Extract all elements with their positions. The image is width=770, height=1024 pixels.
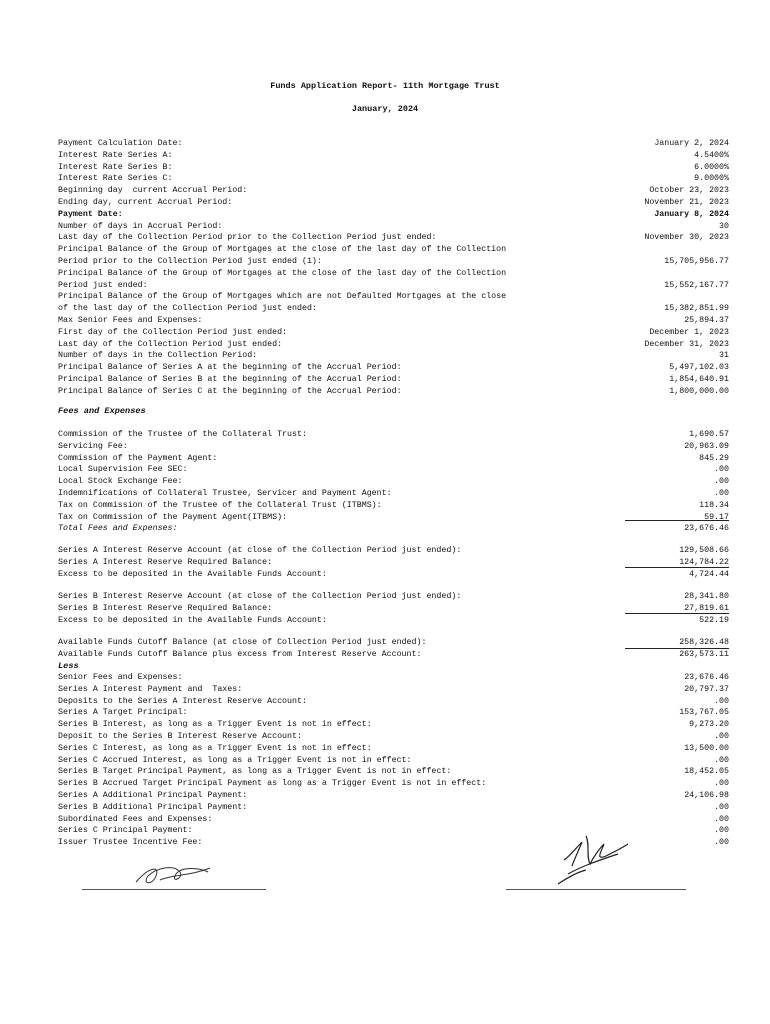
fee-row-label: Total Fees and Expenses:: [58, 524, 178, 534]
summary-section: [0, 138, 770, 398]
fee-row-label: Local Stock Exchange Fee:: [58, 477, 183, 487]
reserve-b-row: [0, 591, 770, 603]
summary-row: [0, 339, 770, 351]
fee-row-value: 23,676.46: [684, 524, 729, 534]
less-row-value: 23,676.46: [684, 673, 729, 682]
summary-row: [0, 315, 770, 327]
fee-row-label: Tax on Commission of the Trustee of the Collateral Trust (ITBMS):: [58, 500, 382, 510]
summary-row: [0, 138, 770, 150]
less-row-label: Issuer Trustee Incentive Fee:: [58, 838, 203, 848]
left-signature: [130, 862, 220, 890]
summary-row: [0, 185, 770, 197]
summary-row-label: Last day of the Collection Period just ended:: [58, 339, 283, 349]
fee-row: [0, 429, 770, 441]
less-row-label: Deposits to the Series A Interest Reserve Account:: [58, 696, 307, 706]
reserve-a-row: [0, 545, 770, 557]
less-row: [0, 707, 770, 719]
summary-row-label: Payment Date:: [58, 209, 123, 219]
fee-row-value: .00: [714, 477, 729, 487]
less-row: [0, 778, 770, 790]
summary-row: [0, 232, 770, 244]
less-row: [0, 731, 770, 743]
summary-row-label: Number of days in the Collection Period:: [58, 351, 258, 361]
summary-row-value: 15,382,851.99: [664, 304, 729, 314]
reserve-b-row-value: 522.19: [699, 615, 729, 625]
summary-row-value: 25,894.37: [684, 315, 729, 325]
fee-row-value: 845.29: [699, 453, 729, 463]
less-row-value: .00: [714, 826, 729, 836]
summary-row: [0, 256, 770, 268]
less-row-label: Series C Accrued Interest, as long as a Trigger Event is not in effect:: [58, 755, 412, 765]
reserve-b-row: [0, 615, 770, 627]
summary-row-value: 1,800,000.00: [669, 386, 729, 396]
summary-row: [0, 221, 770, 233]
summary-row-label: Ending day, current Accrual Period:: [58, 197, 233, 207]
reserve-b-row-label: Series B Interest Reserve Required Balance:: [58, 603, 273, 613]
less-row: [0, 802, 770, 814]
fees-total-underline: [625, 520, 729, 521]
fee-row-label: Servicing Fee:: [58, 441, 128, 451]
fee-row-label: Local Supervision Fee SEC:: [58, 465, 188, 475]
summary-row: [0, 386, 770, 398]
available-row-label: Available Funds Cutoff Balance (at close of Collection Period just ended):: [58, 638, 427, 647]
summary-row: [0, 374, 770, 386]
summary-row-label: Max Senior Fees and Expenses:: [58, 315, 203, 325]
less-row-label: Subordinated Fees and Expenses:: [58, 814, 213, 824]
fee-row-value: 59.17: [704, 512, 729, 522]
summary-row: [0, 291, 770, 303]
fee-row: [0, 476, 770, 488]
fee-row-value: .00: [714, 488, 729, 498]
summary-row-label: Principal Balance of Series B at the beginning of the Accrual Period:: [58, 374, 402, 384]
summary-row: [0, 162, 770, 174]
less-row-value: .00: [714, 696, 729, 706]
reserve-a-row-value: 129,508.66: [679, 546, 729, 555]
less-section: [0, 672, 770, 849]
report-period: January, 2024: [351, 104, 419, 114]
right-signature: [556, 826, 632, 886]
summary-row-value: January 8, 2024: [654, 209, 729, 219]
less-row-label: Series B Accrued Target Principal Payment as long as a Trigger Event is not in effect:: [58, 779, 487, 789]
summary-row: [0, 350, 770, 362]
summary-row-value: January 2, 2024: [654, 139, 729, 148]
report-title: Funds Application Report- 11th Mortgage Trust: [270, 81, 500, 91]
less-row-label: Senior Fees and Expenses:: [58, 673, 183, 682]
reserve-b-row-value: 28,341.80: [684, 592, 729, 601]
summary-row-label: Beginning day current Accrual Period:: [58, 186, 248, 196]
less-row: [0, 814, 770, 826]
summary-row: [0, 173, 770, 185]
fee-row: [0, 464, 770, 476]
less-row: [0, 790, 770, 802]
summary-row-label: Principal Balance of Series C at the beginning of the Accrual Period:: [58, 386, 402, 396]
fee-row-value: 20,963.09: [684, 441, 729, 451]
summary-row: [0, 197, 770, 209]
summary-row-label: Payment Calculation Date:: [58, 139, 183, 148]
summary-row-value: October 23, 2023: [649, 186, 729, 196]
summary-row-label: Period prior to the Collection Period just ended (1):: [58, 256, 322, 266]
summary-row-label: First day of the Collection Period just ended:: [58, 327, 288, 337]
reserve-b-row-label: Series B Interest Reserve Account (at close of the Collection Period just ended):: [58, 592, 462, 601]
summary-row-label: Number of days in Accrual Period:: [58, 221, 223, 231]
summary-row-value: December 1, 2023: [649, 327, 729, 337]
summary-row: [0, 150, 770, 162]
fee-row: [0, 488, 770, 500]
summary-row-value: 31: [719, 351, 729, 361]
fee-row-label: Indemnifications of Collateral Trustee, Servicer and Payment Agent:: [58, 488, 392, 498]
summary-row-label: Interest Rate Series B:: [58, 162, 173, 172]
summary-row-value: 15,705,956.77: [664, 256, 729, 266]
less-row: [0, 719, 770, 731]
summary-row-value: December 31, 2023: [644, 339, 729, 349]
less-row-value: .00: [714, 802, 729, 812]
less-row-value: 153,767.05: [679, 708, 729, 718]
summary-row: [0, 268, 770, 280]
series-b-reserve-section: [0, 591, 770, 626]
available-row-value: 258,326.48: [679, 638, 729, 647]
summary-row-label: Interest Rate Series A:: [58, 150, 173, 160]
summary-row-label: Period just ended:: [58, 280, 148, 290]
summary-row-value: 1,854,640.91: [669, 374, 729, 384]
fee-row-value: 118.34: [699, 500, 729, 510]
summary-row-label: Interest Rate Series C:: [58, 174, 173, 184]
available-row-value: 263,573.11: [679, 649, 729, 659]
less-row-value: 24,106.98: [684, 790, 729, 800]
reserve-b-row-value: 27,819.61: [684, 603, 729, 613]
less-row-value: .00: [714, 755, 729, 765]
less-row-value: 20,797.37: [684, 684, 729, 694]
summary-row-label: Principal Balance of the Group of Mortgages at the close of the last day of the Collection: [58, 245, 507, 255]
less-row-label: Deposit to the Series B Interest Reserve Account:: [58, 731, 302, 741]
summary-row: [0, 303, 770, 315]
less-row-label: Series B Additional Principal Payment:: [58, 802, 248, 812]
summary-row-label: Principal Balance of the Group of Mortgages which are not Defaulted Mortgages at the close: [58, 292, 507, 302]
reserve-a-row-value: 124,784.22: [679, 557, 729, 567]
summary-row: [0, 280, 770, 292]
fee-row: [0, 441, 770, 453]
reserve-a-underline: [625, 567, 729, 568]
available-row: [0, 649, 770, 661]
fees-heading: Fees and Expenses: [58, 406, 146, 416]
summary-row-value: 15,552,167.77: [664, 280, 729, 290]
summary-row-value: 4.5400%: [694, 150, 729, 160]
less-row: [0, 755, 770, 767]
available-row-label: Available Funds Cutoff Balance plus excess from Interest Reserve Account:: [58, 649, 422, 659]
less-row: [0, 684, 770, 696]
less-row-label: Series B Interest, as long as a Trigger Event is not in effect:: [58, 720, 372, 730]
less-row-value: 18,452.05: [684, 767, 729, 777]
reserve-a-row-value: 4,724.44: [689, 569, 729, 579]
available-underline: [625, 648, 729, 649]
less-heading: Less: [58, 661, 79, 671]
fee-row-label: Commission of the Payment Agent:: [58, 453, 218, 463]
right-signature-line: [506, 889, 686, 890]
fee-row: [0, 453, 770, 465]
summary-row-value: 9.0000%: [694, 174, 729, 184]
less-row-value: 9,273.20: [689, 720, 729, 730]
less-row-value: .00: [714, 779, 729, 789]
summary-row: [0, 244, 770, 256]
reserve-b-row-label: Excess to be deposited in the Available Funds Account:: [58, 615, 327, 625]
less-row-label: Series C Interest, as long as a Trigger Event is not in effect:: [58, 743, 372, 753]
fee-row: [0, 523, 770, 535]
summary-row-label: Principal Balance of Series A at the beginning of the Accrual Period:: [58, 363, 402, 373]
less-row: [0, 837, 770, 849]
less-row: [0, 743, 770, 755]
less-row: [0, 825, 770, 837]
less-row: [0, 672, 770, 684]
summary-row: [0, 362, 770, 374]
summary-row-value: November 21, 2023: [644, 197, 729, 207]
series-a-reserve-section: [0, 545, 770, 580]
less-row-value: .00: [714, 838, 729, 848]
reserve-a-row-label: Excess to be deposited in the Available Funds Account:: [58, 569, 327, 579]
less-row-label: Series A Interest Payment and Taxes:: [58, 684, 243, 694]
less-row-value: 13,500.00: [684, 743, 729, 753]
summary-row: [0, 327, 770, 339]
reserve-a-row-label: Series A Interest Reserve Account (at close of the Collection Period just ended):: [58, 546, 462, 555]
summary-row-label: Principal Balance of the Group of Mortgages at the close of the last day of the Collection: [58, 268, 507, 278]
less-row-label: Series C Principal Payment:: [58, 826, 193, 836]
less-row-label: Series A Additional Principal Payment:: [58, 790, 248, 800]
summary-row-value: 5,497,102.03: [669, 363, 729, 373]
fee-row: [0, 512, 770, 524]
fee-row-label: Tax on Commission of the Payment Agent(ITBMS):: [58, 512, 288, 522]
summary-row-label: Last day of the Collection Period prior to the Collection Period just ended:: [58, 233, 437, 243]
summary-row-value: November 30, 2023: [644, 233, 729, 243]
summary-row-value: 6.0000%: [694, 162, 729, 172]
less-row-value: .00: [714, 731, 729, 741]
fee-row-value: .00: [714, 465, 729, 475]
reserve-a-row: [0, 569, 770, 581]
reserve-a-row-label: Series A Interest Reserve Required Balance:: [58, 557, 273, 567]
less-row-label: Series A Target Principal:: [58, 708, 188, 718]
reserve-b-underline: [625, 613, 729, 614]
summary-row-label: of the last day of the Collection Period just ended:: [58, 304, 317, 314]
less-row-value: .00: [714, 814, 729, 824]
left-signature-line: [82, 889, 266, 890]
summary-row: [0, 209, 770, 221]
summary-row-value: 30: [719, 221, 729, 231]
less-row-label: Series B Target Principal Payment, as long as a Trigger Event is not in effect:: [58, 767, 452, 777]
less-row: [0, 766, 770, 778]
fee-row: [0, 500, 770, 512]
fee-row-label: Commission of the Trustee of the Collateral Trust:: [58, 430, 307, 439]
fee-row-value: 1,690.57: [689, 430, 729, 439]
less-row: [0, 696, 770, 708]
